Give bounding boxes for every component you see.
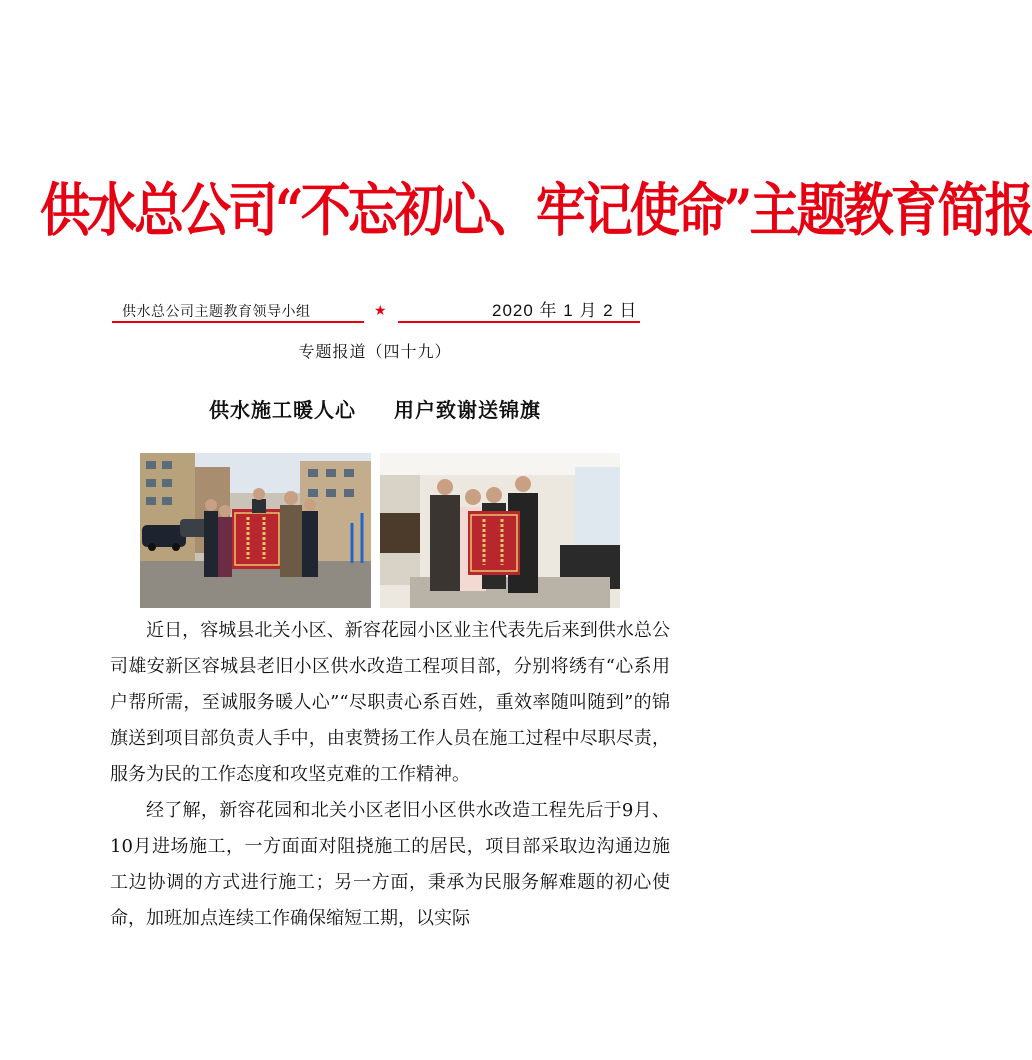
red-rule-left (112, 321, 364, 323)
red-rule-right (398, 321, 640, 323)
photo-indoor-banner (380, 453, 620, 608)
headline-part-2: 用户致谢送锦旗 (394, 398, 541, 422)
headline-part-1: 供水施工暖人心 (209, 398, 356, 422)
article-paragraph-2: 经了解，新容花园和北关小区老旧小区供水改造工程先后于9月、10月进场施工，一方面面对阻挠施工的居民，项目部采取边沟通边施工边协调的方式进行施工；另一方面，秉承为民服务解难题的初心使命，加班加点连续工作确保缩短工期，以实际 (110, 800, 670, 929)
masthead-title: 供水总公司“不忘初心、牢记使命”主题教育简报 (40, 175, 1032, 244)
special-report-number: 专题报道（四十九） (298, 342, 452, 361)
article-paragraph-1: 近日，容城县北关小区、新容花园小区业主代表先后来到供水总公司雄安新区容城县老旧小区供水改造工程项目部，分别将绣有“心系用户帮所需，至诚服务暖人心”“尽职责心系百姓，重效率随叫随到”的锦旗送到项目部负责人手中，由衷赞扬工作人员在施工过程中尽职尽责，服务为民的工作态度和攻坚克难的工作精神。 (110, 620, 670, 785)
star-icon: ★ (374, 303, 387, 319)
issuer-name: 供水总公司主题教育领导小组 (122, 304, 311, 320)
photo-outdoor-banner (140, 453, 371, 608)
issue-date: 2020 年 1 月 2 日 (492, 301, 638, 320)
article-body (110, 613, 670, 937)
article-headline (0, 394, 750, 423)
issuer-line (112, 296, 640, 326)
